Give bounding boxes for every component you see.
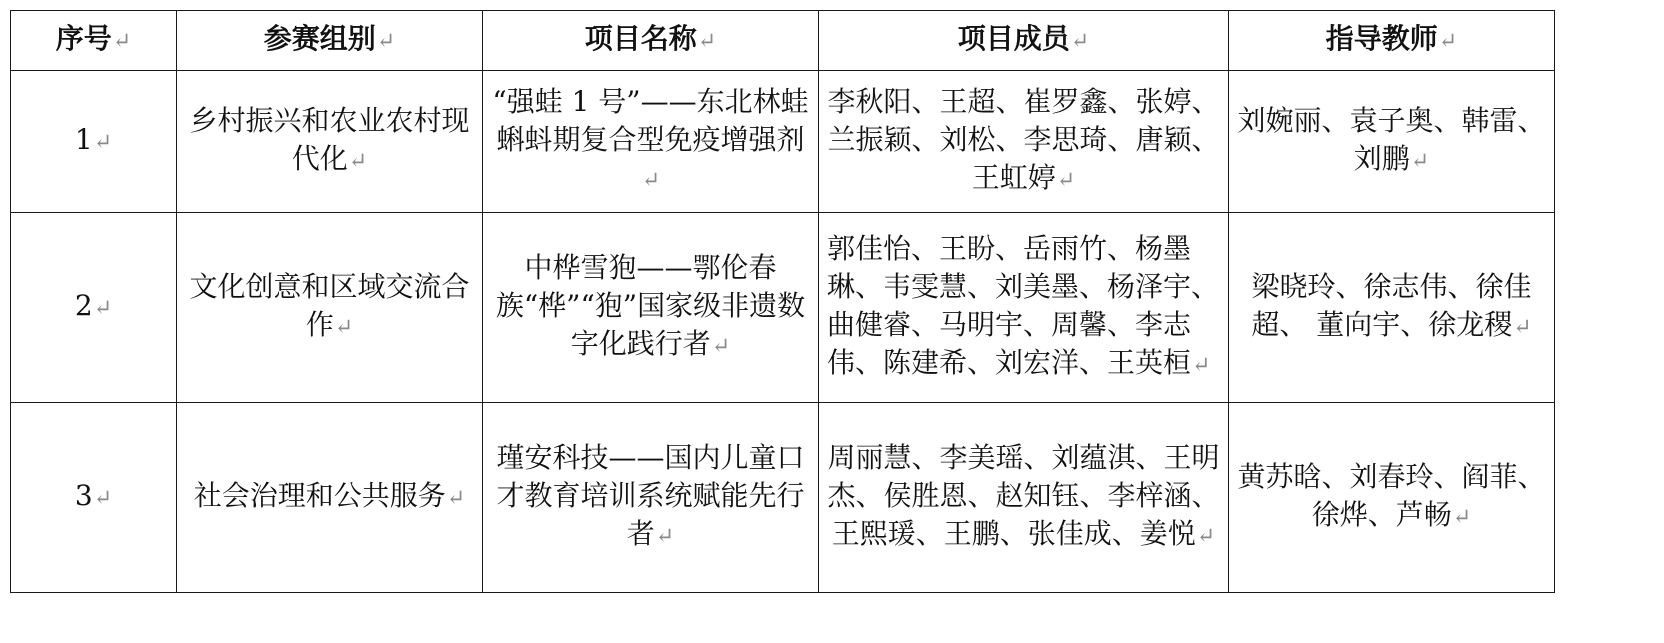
header-teachers: 指导教师↵ bbox=[1229, 11, 1555, 71]
table-row bbox=[11, 403, 1555, 593]
table-row bbox=[11, 71, 1555, 213]
table-header-row bbox=[11, 11, 1555, 71]
cell-project: 中桦雪狍——鄂伦春族“桦”“狍”国家级非遗数字化践行者↵ bbox=[483, 213, 819, 403]
cell-no: 1↵ bbox=[11, 71, 177, 213]
table-row bbox=[11, 213, 1555, 403]
cell-members: 周丽慧、李美瑶、刘蕴淇、王明杰、侯胜恩、赵知钰、李梓涵、王熙瑗、王鹏、张佳成、姜悦↵ bbox=[819, 403, 1229, 593]
cell-teachers: 梁晓玲、徐志伟、徐佳超、 董向宇、徐龙稷↵ bbox=[1229, 213, 1555, 403]
header-members: 项目成员↵ bbox=[819, 11, 1229, 71]
header-group: 参赛组别↵ bbox=[177, 11, 483, 71]
cell-teachers: 刘婉丽、袁子奥、韩雷、刘鹏↵ bbox=[1229, 71, 1555, 213]
cell-no: 3↵ bbox=[11, 403, 177, 593]
cell-members: 李秋阳、王超、崔罗鑫、张婷、兰振颖、刘松、李思琦、唐颖、王虹婷↵ bbox=[819, 71, 1229, 213]
cell-project: 瑾安科技——国内儿童口才教育培训系统赋能先行者↵ bbox=[483, 403, 819, 593]
header-no: 序号↵ bbox=[11, 11, 177, 71]
cell-teachers: 黄苏晗、刘春玲、阎菲、徐烨、芦畅↵ bbox=[1229, 403, 1555, 593]
header-project: 项目名称↵ bbox=[483, 11, 819, 71]
cell-no: 2↵ bbox=[11, 213, 177, 403]
cell-group: 社会治理和公共服务↵ bbox=[177, 403, 483, 593]
cell-group: 乡村振兴和农业农村现代化↵ bbox=[177, 71, 483, 213]
cell-project: “强蛙 1 号”——东北林蛙蝌蚪期复合型免疫增强剂↵ bbox=[483, 71, 819, 213]
cell-group: 文化创意和区域交流合作↵ bbox=[177, 213, 483, 403]
cell-members: 郭佳怡、王盼、岳雨竹、杨墨琳、韦雯慧、刘美墨、杨泽宇、曲健睿、马明宇、周馨、李志伟、陈建希、刘宏洋、王英桓↵ bbox=[819, 213, 1229, 403]
competition-team-table bbox=[10, 10, 1555, 593]
